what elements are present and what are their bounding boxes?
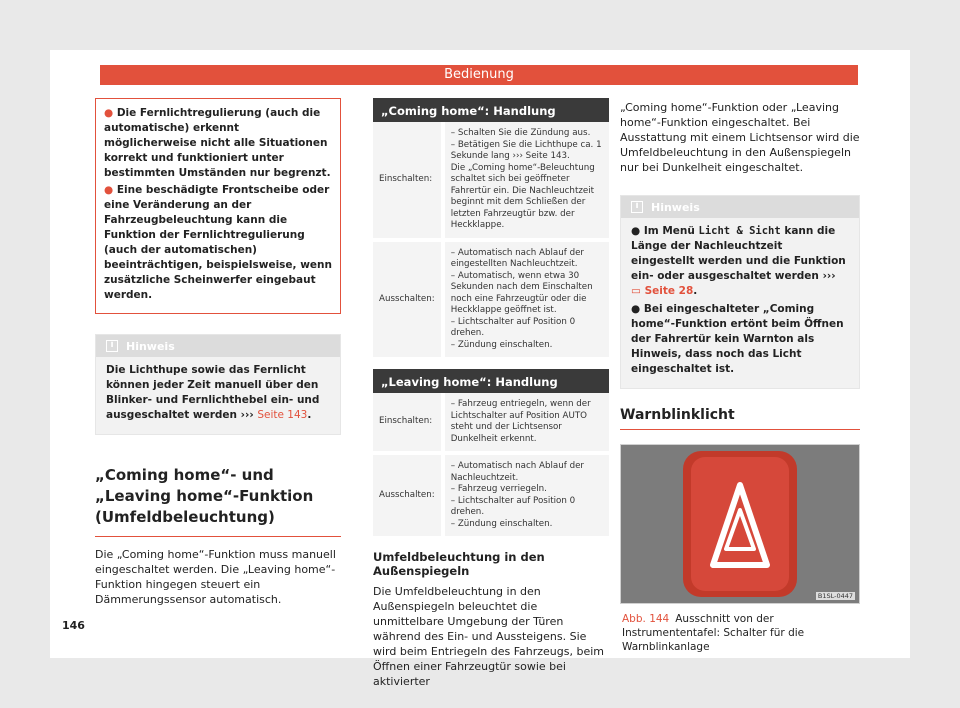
info-icon	[631, 201, 643, 213]
table-value: – Automatisch nach Ablauf der Nachleuchtzeit. – Fahrzeug verriegeln. – Lichtschalter auf Position 0 drehen. – Zündung einschalten.	[443, 455, 609, 536]
warning-box	[95, 98, 341, 314]
hazard-switch-image	[621, 445, 859, 603]
table-row	[373, 455, 609, 536]
section-body: Die „Coming home“-Funktion muss manuell eingeschaltet werden. Die „Leaving home“-Funktion hingegen steuert ein Dämmerungssensor automatisch.	[95, 548, 336, 606]
info-icon	[106, 340, 118, 352]
table-key: Einschalten:	[373, 393, 443, 451]
note-body: Die Lichthupe sowie das Fernlicht können jeder Zeit manuell über den Blinker- und Fernlichthebel ein- und ausgeschaltet werden ››› Seite 143.	[106, 364, 320, 421]
table-leaving-home	[373, 393, 609, 536]
note-item: ● Im Menü Licht & Sicht kann die Länge der Nachleuchtzeit eingestellt werden und die Funktion ein- oder ausgeschaltet werden ››› ▭ Seite 28.	[631, 225, 846, 297]
menu-name: Licht & Sicht	[698, 225, 781, 237]
table-value: – Automatisch nach Ablauf der eingestellten Nachleuchtzeit. – Automatisch, wenn etwa 30 Sekunden nach dem Einschalten noch eine Fahrzeugtür oder die Heckklappe geöffnet ist. – Lichtschalter auf Position 0 drehen. – Zündung einschalten.	[443, 242, 609, 358]
figure-hazard-switch	[620, 444, 860, 604]
section-heading: „Coming home“- und „Leaving home“-Funktion (Umfeldbeleuchtung)	[95, 465, 341, 537]
bullet-icon: ●	[104, 184, 117, 196]
note-header	[96, 335, 340, 357]
table-coming-home	[373, 122, 609, 357]
arrow-icon: ›››	[822, 270, 836, 282]
column-left	[95, 98, 341, 607]
warning-item: ● Die Fernlichtregulierung (auch die automatische) erkennt möglicherweise nicht alle Situationen korrekt und funktioniert unter bestimmten Umständen nur begrenzt.	[104, 107, 331, 179]
note-title: Hinweis	[651, 200, 700, 214]
table-title: „Leaving home“: Handlung	[373, 369, 609, 393]
warning-item: ● Eine beschädigte Frontscheibe oder eine Veränderung an der Fahrzeugbeleuchtung kann die Funktion der Fernlichtregulierung (auch der automatischen) beeinträchtigen, beispielsweise, wenn zusätzliche Scheinwerfer eingebaut werden.	[104, 184, 332, 301]
table-row	[373, 393, 609, 451]
column-right	[620, 98, 860, 654]
table-row	[373, 122, 609, 238]
note-body	[621, 218, 859, 388]
figure-code: B1SL-0447	[817, 592, 853, 600]
table-key: Ausschalten:	[373, 242, 443, 358]
chapter-header: Bedienung	[100, 65, 858, 85]
figure-caption: Abb. 144 Ausschnitt von der Instrumententafel: Schalter für die Warnblinkanlage	[622, 613, 805, 653]
document-page	[50, 50, 910, 688]
subsection-heading: Umfeldbeleuchtung in den Außenspiegeln	[373, 550, 545, 578]
note-box	[620, 195, 860, 389]
column-middle	[373, 98, 609, 689]
table-key: Ausschalten:	[373, 455, 443, 536]
note-title: Hinweis	[126, 339, 175, 353]
table-key: Einschalten:	[373, 122, 443, 238]
bullet-icon: ●	[104, 107, 117, 119]
page-link[interactable]: Seite 28	[644, 285, 694, 297]
table-value: – Schalten Sie die Zündung aus. – Betätigen Sie die Lichthupe ca. 1 Sekunde lang ››› Seite 143. Die „Coming home“-Beleuchtung schaltet sich bei geöffneter Fahrertür ein. Die Nachleuchtzeit beginnt mit dem Schließen der letzten Fahrzeugtür bzw. der Heckklappe.	[443, 122, 609, 238]
subsection-body-continued: „Coming home“-Funktion oder „Leaving home“-Funktion eingeschaltet. Bei Ausstattung mit einem Lichtsensor wird die Umfeldbeleuchtung in den Außenspiegeln nur bei Dunkelheit eingeschaltet.	[620, 101, 860, 174]
note-header	[621, 196, 859, 218]
note-item: ● Bei eingeschalteter „Coming home“-Funktion ertönt beim Öffnen der Fahrertür kein Warnton als Hinweis, dass noch das Licht eingeschaltet ist.	[631, 303, 844, 375]
table-row	[373, 242, 609, 358]
page-number: 146	[62, 619, 85, 632]
arrow-icon: ›››	[240, 409, 254, 421]
table-value: – Fahrzeug entriegeln, wenn der Lichtschalter auf Position AUTO steht und der Lichtsensor Dunkelheit erkennt.	[443, 393, 609, 451]
note-box	[95, 334, 341, 435]
book-icon: ▭	[631, 285, 641, 297]
subsection-body: Die Umfeldbeleuchtung in den Außenspiegeln beleuchtet die unmittelbare Umgebung der Türen während des Ein- und Aussteigens. Sie wird beim Entriegeln des Fahrzeugs, beim Öffnen einer Fahrzeugtür sowie bei aktivierter	[373, 585, 605, 688]
table-title: „Coming home“: Handlung	[373, 98, 609, 122]
section-heading: Warnblinklicht	[620, 407, 860, 430]
page-link[interactable]: Seite 143	[257, 409, 308, 421]
